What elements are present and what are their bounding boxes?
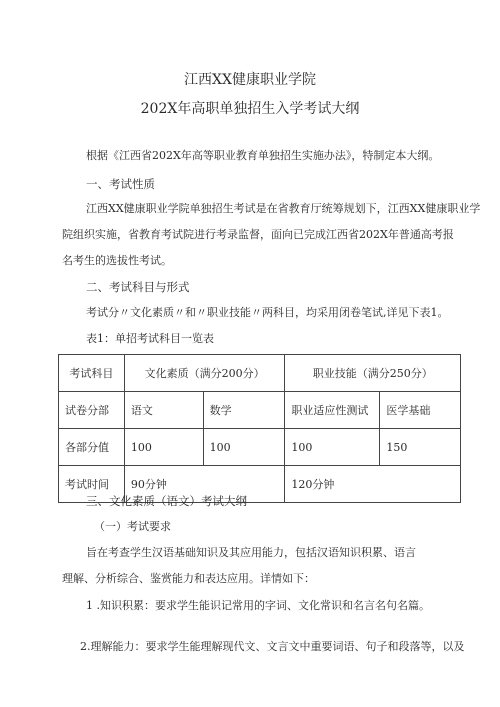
exam-subjects-table xyxy=(58,354,461,503)
section3-heading: 三、文化素质（语文）考试大纲 xyxy=(86,494,247,508)
table-cell: 职业适应性测试 xyxy=(285,392,380,429)
table-cell: 100 xyxy=(203,429,285,466)
table-cell: 各部分值 xyxy=(59,429,125,466)
table-cell: 120分钟 xyxy=(285,466,461,503)
table-caption: 表1：单招考试科目一览表 xyxy=(86,332,214,345)
table-cell: 90分钟 xyxy=(124,466,285,503)
table-row xyxy=(59,392,461,429)
section3-text-line1: 旨在考查学生汉语基础知识及其应用能力，包括汉语知识积累、语言 xyxy=(86,546,416,559)
document-title-outline: 202X年高职单独招生入学考试大纲 xyxy=(140,101,360,117)
table-cell: 数学 xyxy=(203,392,285,429)
table-cell: 医学基础 xyxy=(380,392,461,429)
section2-heading: 二、考试科目与形式 xyxy=(86,280,190,294)
table-cell: 职业技能（满分250分） xyxy=(285,355,461,392)
section1-text-line2: 院组织实施，省教育考试院进行考录监督，面向已完成江西省202X年普通高考报 xyxy=(62,228,454,241)
table-header-row xyxy=(59,355,461,392)
intro-paragraph: 根据《江西省202X年高等职业教育单独招生实施办法》，特制定本大纲。 xyxy=(86,149,440,162)
section1-text-line1: 江西XX健康职业学院单独招生考试是在省教育厅统筹规划下，江西XX健康职业学 xyxy=(86,202,481,215)
table-cell: 150 xyxy=(380,429,461,466)
section3-item1: 1 .知识积累：要求学生能识记常用的字词、文化常识和名言名句名篇。 xyxy=(86,599,430,612)
document-title-school: 江西XX健康职业学院 xyxy=(184,72,316,88)
table-cell: 100 xyxy=(124,429,203,466)
table-cell: 100 xyxy=(285,429,380,466)
section1-heading: 一、考试性质 xyxy=(86,177,155,191)
section2-text-line1: 考试分〃文化素质〃和〃职业技能〃两科目，均采用闭卷笔试,详见下表1。 xyxy=(86,306,449,319)
table-cell: 考试科目 xyxy=(59,355,125,392)
table-cell: 语文 xyxy=(124,392,203,429)
section3-item2: 2.理解能力：要求学生能理解现代文、文言文中重要词语、句子和段落等，以及 xyxy=(80,640,465,653)
table-cell: 试卷分部 xyxy=(59,392,125,429)
table-cell: 文化素质（满分200分） xyxy=(124,355,285,392)
table-row xyxy=(59,429,461,466)
section1-text-line3: 名考生的选拔性考试。 xyxy=(62,254,172,267)
section3-subheading: （一）考试要求 xyxy=(94,520,171,533)
table-cell: 考试时间 xyxy=(59,466,125,503)
section3-text-line2: 理解、分析综合、鉴赏能力和表达应用。详情如下： xyxy=(62,572,315,585)
